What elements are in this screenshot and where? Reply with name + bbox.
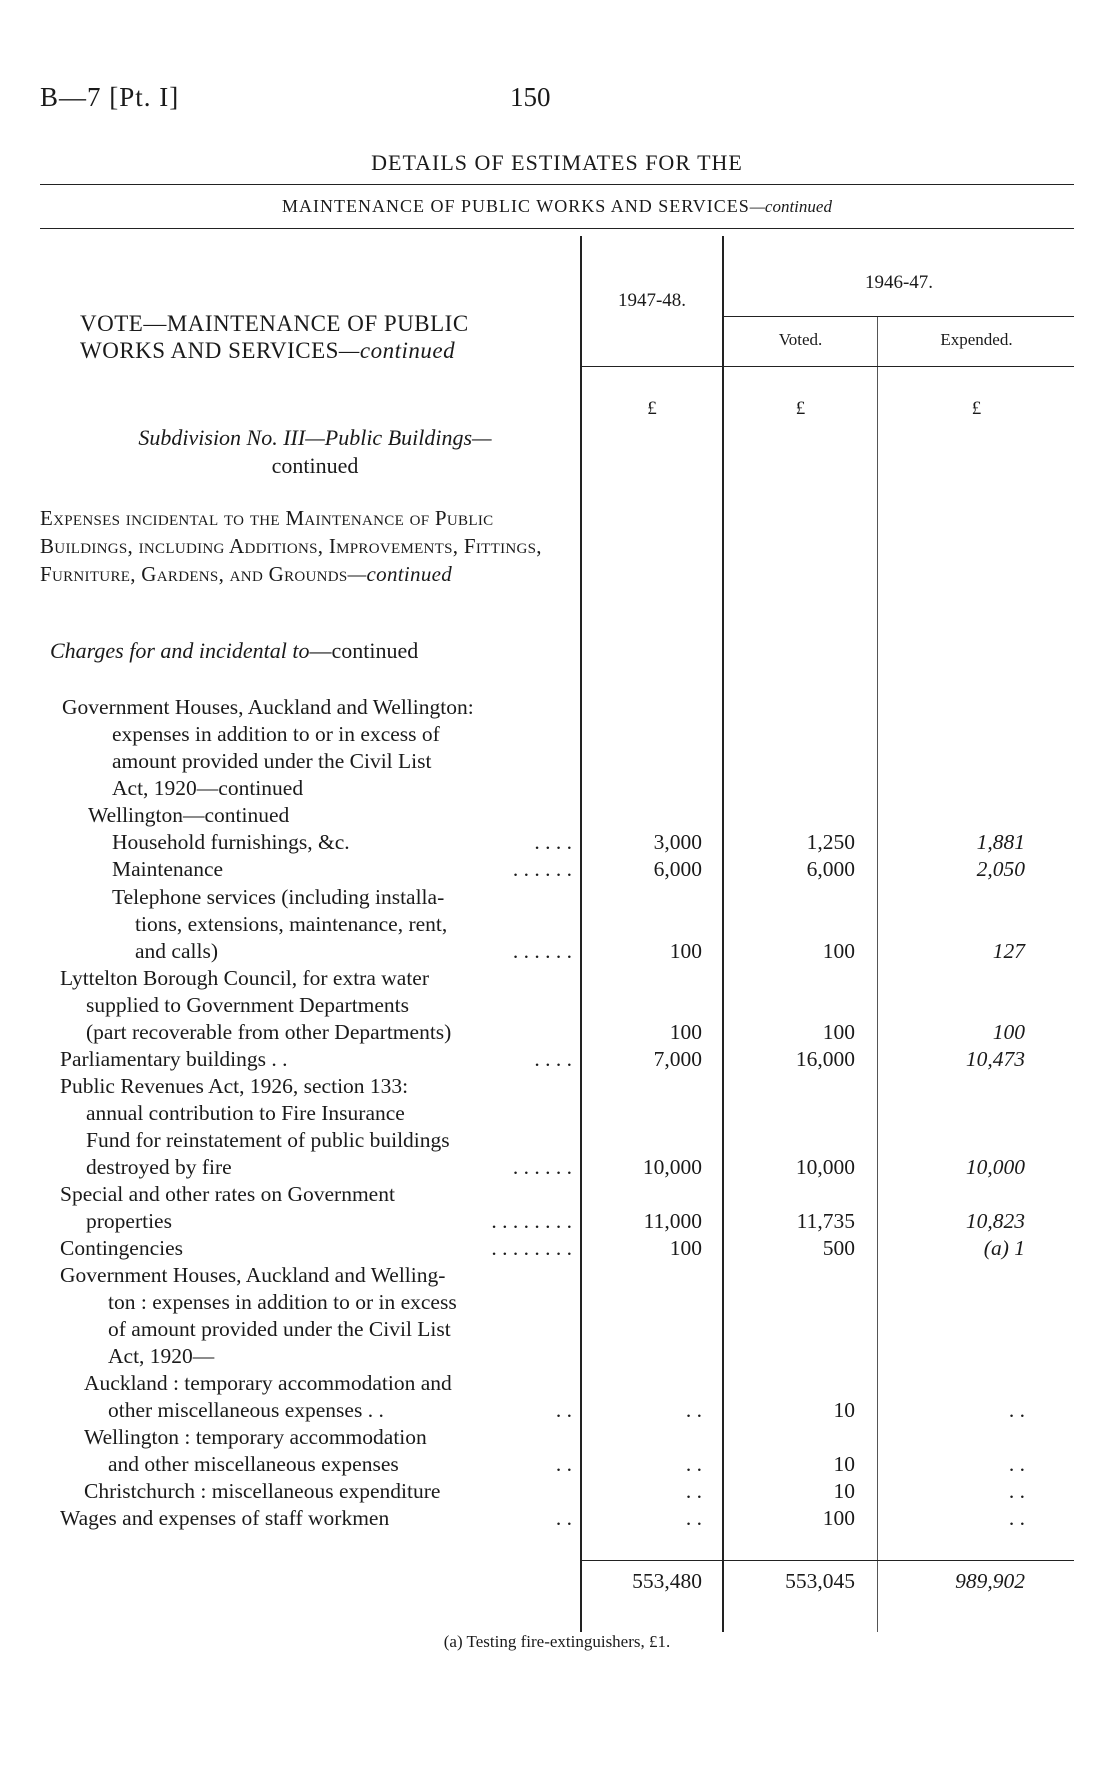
- value-voted: 500: [822, 1236, 855, 1260]
- description-line: Government Houses, Auckland and Welling-: [60, 1263, 446, 1287]
- value-voted: 6,000: [806, 857, 855, 881]
- currency-symbol: £: [647, 398, 657, 419]
- column-voted: Voted.: [778, 330, 823, 349]
- currency-symbol: £: [795, 398, 806, 419]
- description-line: amount provided under the Civil List: [112, 749, 432, 773]
- total-voted: 553,045: [785, 1569, 855, 1593]
- total-expended: 989,902: [955, 1569, 1025, 1593]
- item-label: Christchurch : miscellaneous expenditure: [84, 1479, 441, 1503]
- item-label: Maintenance . . . . . .: [112, 857, 572, 881]
- value-expended: . .: [1008, 1398, 1025, 1422]
- value-voted: 100: [822, 939, 855, 963]
- footnote: (a) Testing fire-extinguishers, £1.: [443, 1632, 671, 1651]
- item-label: properties . . . . . . . .: [86, 1209, 572, 1233]
- charges-heading: Charges for and incidental to—continued: [50, 638, 419, 663]
- description-line: tions, extensions, maintenance, rent,: [135, 912, 448, 936]
- value-voted: 11,735: [796, 1209, 855, 1233]
- description-line: supplied to Government Departments: [86, 993, 410, 1017]
- value-expended: 100: [992, 1020, 1025, 1044]
- page-number: 150: [510, 82, 551, 112]
- value-voted: 1,250: [806, 830, 855, 854]
- item-label: Household furnishings, &c. . . . .: [112, 830, 572, 854]
- description-line: expenses in addition to or in excess of: [112, 722, 440, 746]
- description-line: Lyttelton Borough Council, for extra water: [60, 966, 429, 990]
- page-title: DETAILS OF ESTIMATES FOR THE: [371, 150, 743, 175]
- value-expended: (a) 1: [983, 1236, 1025, 1260]
- column-rule-middle: [722, 236, 724, 1632]
- value-1947-48: 11,000: [643, 1209, 702, 1233]
- item-label: destroyed by fire . . . . . .: [86, 1155, 572, 1179]
- column-header-rule: [580, 366, 1074, 367]
- value-expended: 127: [992, 939, 1025, 963]
- item-label: (part recoverable from other Departments): [86, 1020, 452, 1044]
- value-1947-48: . .: [685, 1452, 702, 1476]
- value-1947-48: 10,000: [642, 1155, 702, 1179]
- value-voted: 10,000: [795, 1155, 855, 1179]
- description-line: Public Revenues Act, 1926, section 133:: [60, 1074, 409, 1098]
- description-line: Special and other rates on Government: [60, 1182, 395, 1206]
- document-reference: B—7 [Pt. I]: [40, 82, 180, 112]
- description-line: annual contribution to Fire Insurance: [86, 1101, 405, 1125]
- page-subtitle: MAINTENANCE OF PUBLIC WORKS AND SERVICES—continued: [282, 196, 832, 216]
- description-line: Government Houses, Auckland and Wellington:: [62, 695, 474, 719]
- value-1947-48: 6,000: [653, 857, 702, 881]
- value-voted: 16,000: [795, 1047, 855, 1071]
- value-1947-48: . .: [685, 1506, 702, 1530]
- value-voted: 10: [833, 1479, 855, 1503]
- item-label: other miscellaneous expenses . . . .: [108, 1398, 572, 1422]
- item-label: Contingencies . . . . . . . .: [60, 1236, 572, 1260]
- value-1947-48: 100: [669, 939, 702, 963]
- total-rule: [580, 1560, 1074, 1561]
- value-expended: 10,473: [965, 1047, 1025, 1071]
- voted-expended-rule: [722, 316, 1074, 317]
- item-label: and other miscellaneous expenses . .: [108, 1452, 572, 1476]
- description-line: Act, 1920—continued: [112, 776, 304, 800]
- item-label: Parliamentary buildings . . . . . .: [60, 1047, 572, 1071]
- value-1947-48: 7,000: [653, 1047, 702, 1071]
- value-voted: 10: [833, 1398, 855, 1422]
- value-expended: . .: [1008, 1479, 1025, 1503]
- value-expended: 1,881: [976, 830, 1025, 854]
- value-expended: . .: [1008, 1452, 1025, 1476]
- description-line: Wellington : temporary accommodation: [84, 1425, 427, 1449]
- value-voted: 100: [822, 1506, 855, 1530]
- item-label: Wages and expenses of staff workmen . .: [60, 1506, 572, 1530]
- value-expended: 10,823: [965, 1209, 1025, 1233]
- value-1947-48: 100: [669, 1236, 702, 1260]
- currency-symbol: £: [971, 398, 982, 419]
- vote-heading: VOTE—MAINTENANCE OF PUBLIC WORKS AND SERVICES—continued: [80, 311, 469, 363]
- expenses-heading: Expenses incidental to the Maintenance of Public Buildings, including Additions, Improvements, Fittings, Furniture, Gardens, and Grounds—continued: [40, 506, 542, 586]
- description-line: Auckland : temporary accommodation and: [84, 1371, 452, 1395]
- column-1947-48: 1947-48.: [617, 290, 687, 311]
- column-expended: Expended.: [940, 330, 1013, 349]
- value-1947-48: 3,000: [653, 830, 702, 854]
- value-1947-48: . .: [685, 1479, 702, 1503]
- description-line: Wellington—continued: [88, 803, 290, 827]
- value-expended: 2,050: [976, 857, 1025, 881]
- value-expended: 10,000: [965, 1155, 1025, 1179]
- description-line: ton : expenses in addition to or in excess: [108, 1290, 457, 1314]
- title-rule: [40, 184, 1074, 185]
- value-1947-48: 100: [669, 1020, 702, 1044]
- column-rule-right: [877, 316, 878, 1632]
- value-voted: 100: [822, 1020, 855, 1044]
- subdivision-heading: Subdivision No. III—Public Buildings— continued: [138, 425, 492, 478]
- total-1947-48: 553,480: [632, 1569, 702, 1593]
- description-line: Act, 1920—: [108, 1344, 215, 1368]
- value-voted: 10: [833, 1452, 855, 1476]
- item-label: and calls) . . . . . .: [135, 939, 572, 963]
- value-1947-48: . .: [685, 1398, 702, 1422]
- value-expended: . .: [1008, 1506, 1025, 1530]
- description-line: of amount provided under the Civil List: [108, 1317, 451, 1341]
- subtitle-rule: [40, 228, 1074, 229]
- description-line: Fund for reinstatement of public buildings: [86, 1128, 450, 1152]
- description-line: Telephone services (including installa-: [112, 885, 445, 909]
- column-1946-47: 1946-47.: [864, 272, 934, 293]
